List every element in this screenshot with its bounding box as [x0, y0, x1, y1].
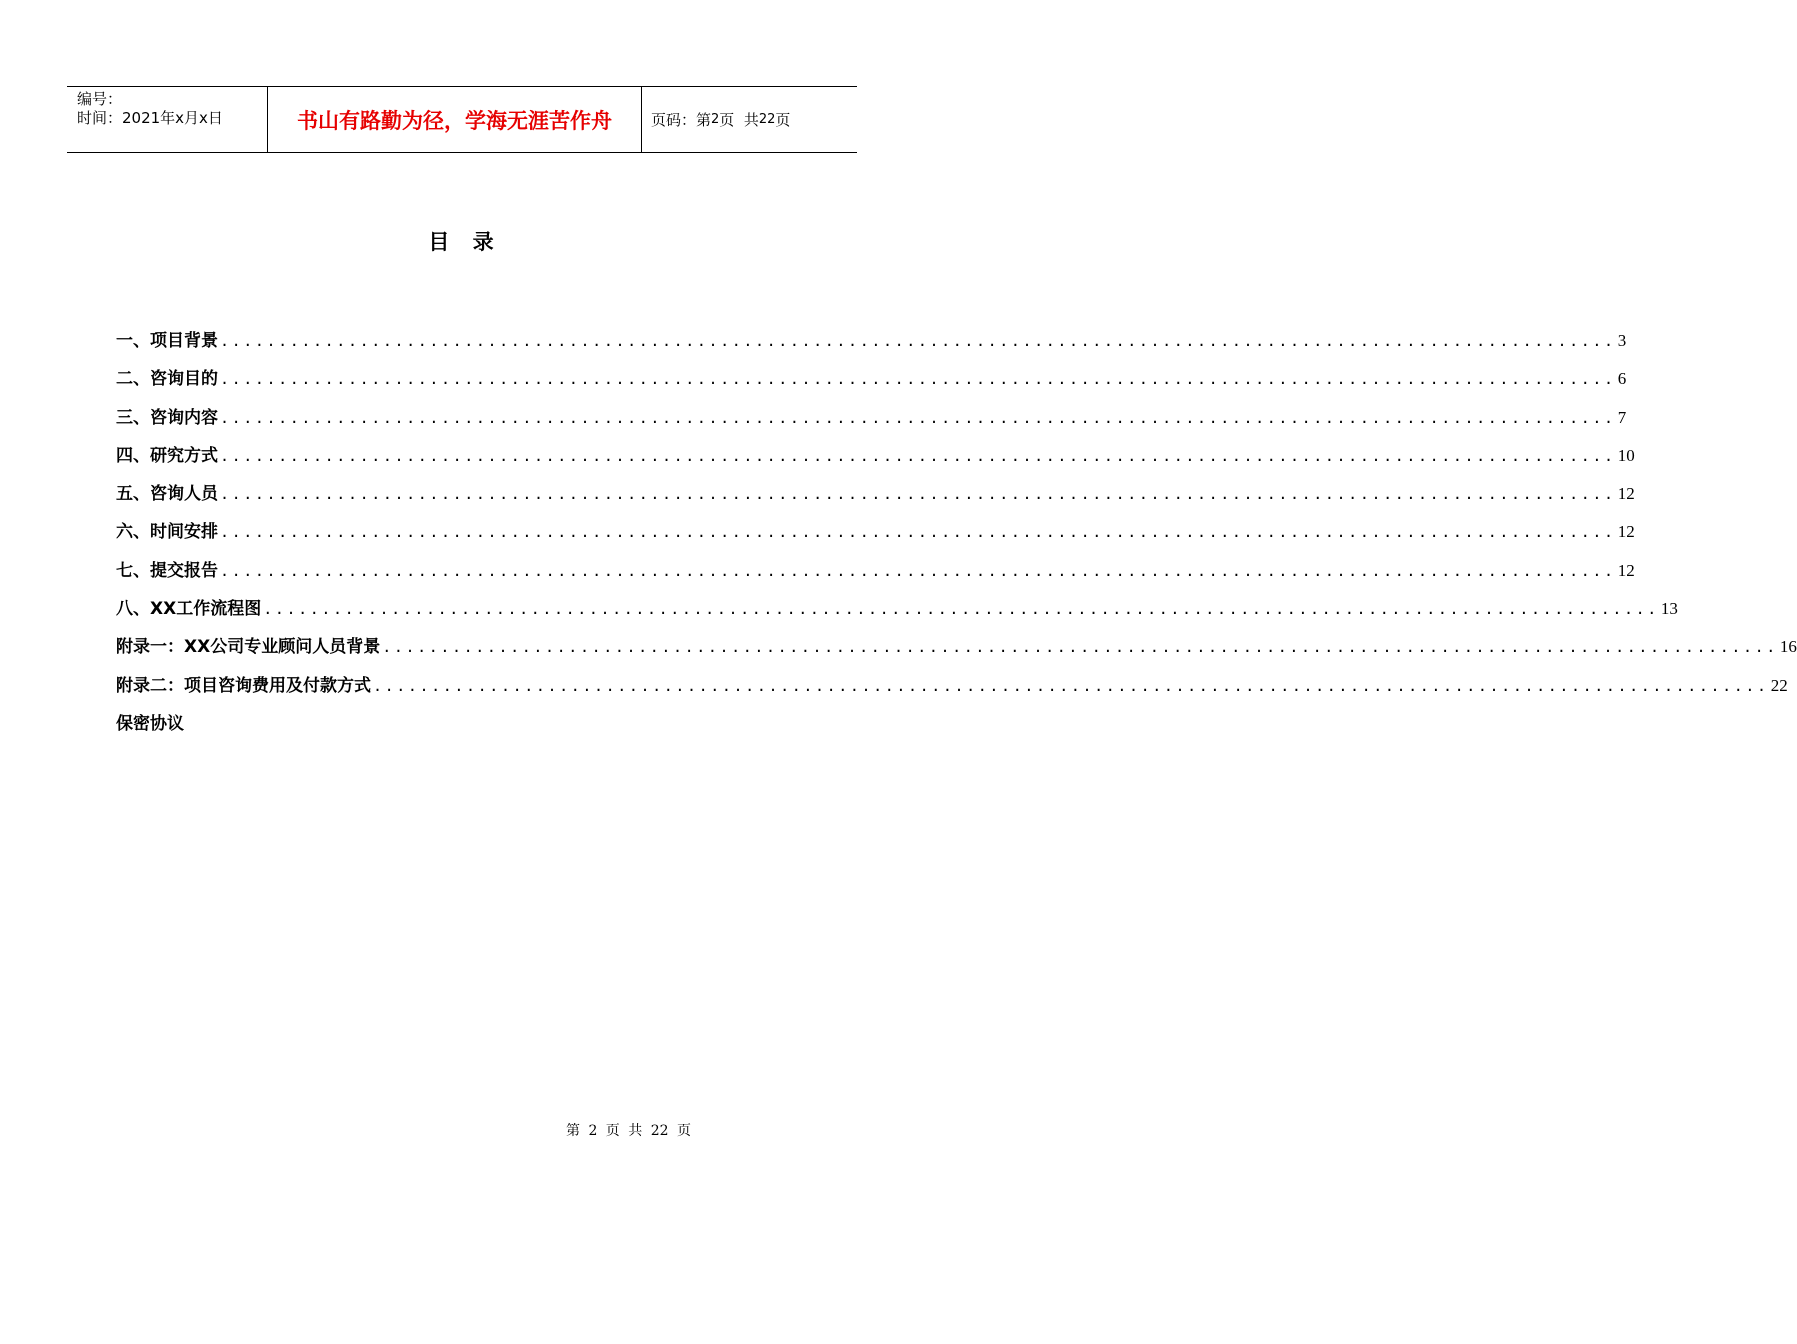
toc-entry[interactable]: [116, 671, 1788, 709]
toc-leader-dots: ........................................................................................................................: [263, 600, 1659, 619]
toc-entry-page: 12: [1617, 522, 1635, 542]
toc-leader-dots: ........................................................................................................................: [373, 676, 1769, 695]
toc-entry[interactable]: [116, 556, 1635, 594]
toc-entry-label: 三、咨询内容: [116, 407, 218, 428]
document-time: 时间：2021年x月x日: [77, 109, 223, 127]
header-motto: 书山有路勤为径，学海无涯苦作舟: [268, 87, 642, 152]
toc-entry-page: 12: [1617, 560, 1635, 580]
page-header: [67, 86, 857, 153]
toc-leader-dots: ........................................................................................................................: [220, 561, 1616, 580]
page-footer: 第 2 页 共 22 页: [566, 1123, 691, 1139]
page-prefix: 页码：第: [651, 111, 712, 129]
toc-entry-label: 附录一：XX公司专业顾问人员背景: [116, 637, 381, 658]
toc-entry-label: 七、提交报告: [116, 560, 218, 581]
header-page-info: [642, 87, 857, 152]
toc-entry[interactable]: [116, 326, 1627, 364]
table-of-contents: [116, 326, 1797, 747]
toc-leader-dots: ........................................................................................................................: [220, 408, 1616, 427]
toc-leader-dots: ........................................................................................................................: [220, 523, 1616, 542]
toc-entry-label: 四、研究方式: [116, 445, 218, 466]
toc-entry-label: 保密协议: [116, 713, 184, 734]
page-suffix: 页: [775, 111, 791, 129]
page-current: 2: [711, 112, 720, 127]
toc-leader-dots: ........................................................................................................................: [382, 638, 1778, 657]
toc-entry[interactable]: [116, 403, 1627, 441]
toc-entry[interactable]: [116, 441, 1635, 479]
toc-entry-page: 6: [1617, 369, 1627, 389]
toc-entry-label: 一、项目背景: [116, 331, 218, 351]
toc-entry[interactable]: [116, 632, 1797, 670]
toc-entry-label: 二、咨询目的: [116, 369, 218, 390]
toc-leader-dots: ........................................................................................................................: [220, 370, 1616, 389]
toc-entry[interactable]: [116, 479, 1635, 517]
toc-entry-page: 16: [1779, 637, 1797, 657]
toc-leader-dots: ........................................................................................................................: [220, 485, 1616, 504]
toc-entry-page: 7: [1617, 407, 1627, 427]
toc-entry-label: 五、咨询人员: [116, 484, 218, 505]
toc-entry[interactable]: [116, 364, 1627, 402]
toc-leader-dots: ........................................................................................................................: [220, 446, 1616, 465]
toc-entry-page: 12: [1617, 484, 1635, 504]
toc-entry-page: 13: [1660, 599, 1678, 619]
page-mid: 页 共: [719, 111, 759, 129]
toc-entry-label: 附录二：项目咨询费用及付款方式: [116, 675, 371, 696]
toc-entry-label: 六、时间安排: [116, 522, 218, 543]
toc-entry[interactable]: [116, 517, 1635, 555]
header-meta: [67, 87, 268, 152]
toc-title: 目 录: [428, 230, 502, 254]
page-total: 22: [758, 112, 776, 127]
toc-entry-label: 八、XX工作流程图: [116, 599, 262, 620]
toc-entry[interactable]: [116, 594, 1678, 632]
toc-leader-dots: ........................................................................................................................: [220, 332, 1616, 350]
toc-entry-page: 10: [1617, 445, 1635, 465]
toc-entry-page: 3: [1617, 331, 1627, 350]
document-number: 编号：: [77, 90, 123, 108]
toc-entry-page: 22: [1770, 675, 1788, 695]
toc-entry[interactable]: [116, 709, 809, 747]
